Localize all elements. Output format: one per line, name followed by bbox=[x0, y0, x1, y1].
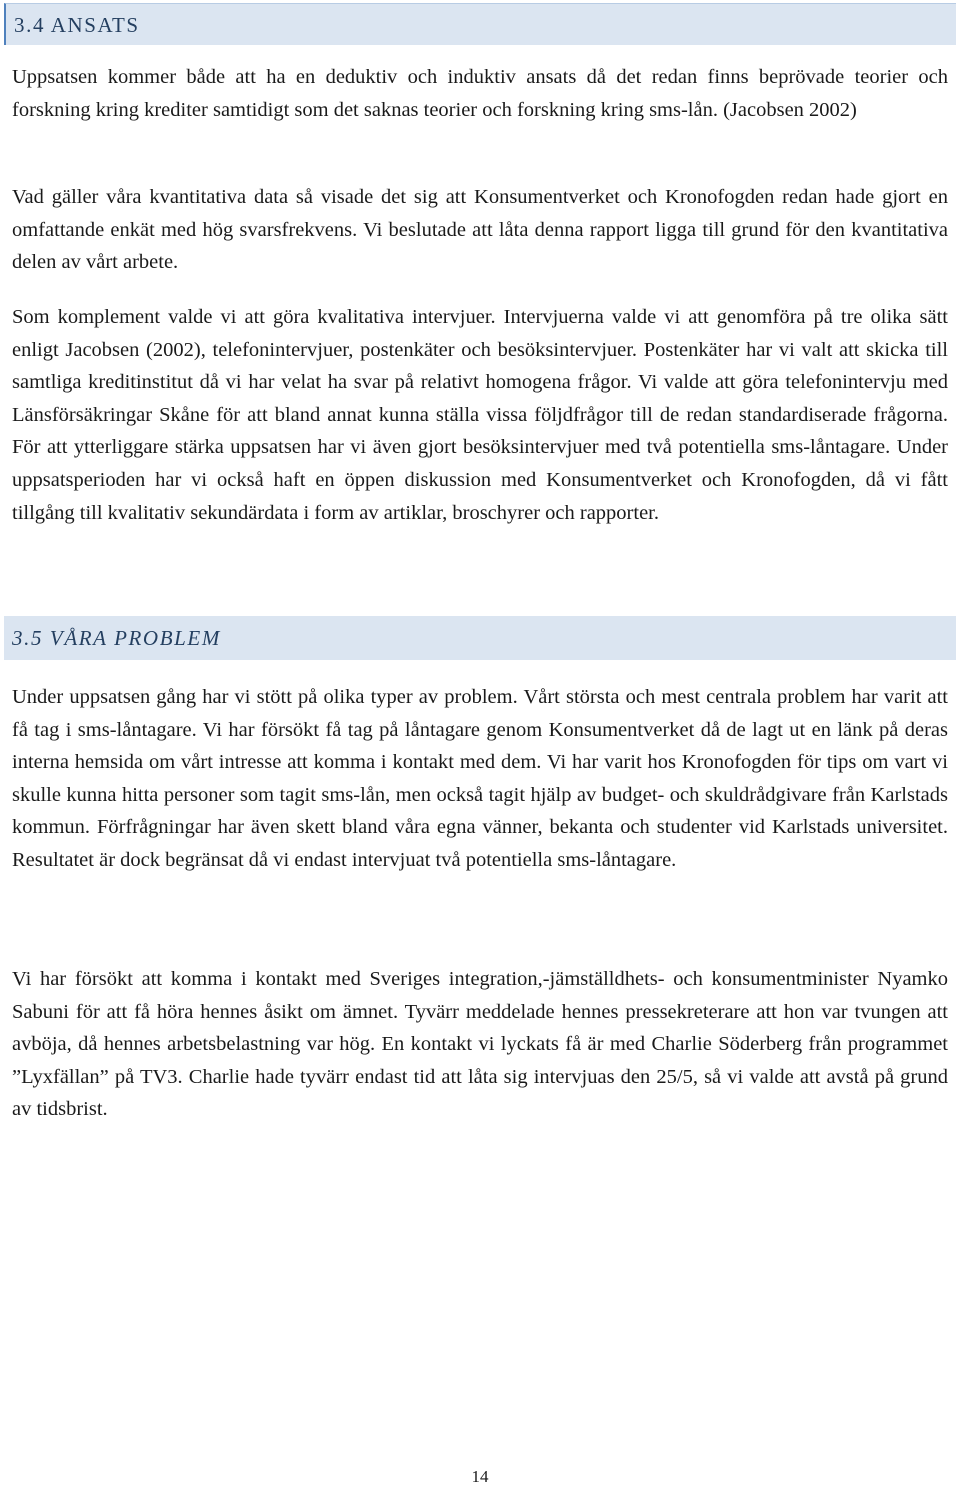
paragraph-problems: Under uppsatsen gång har vi stött på olika typer av problem. Vårt största och mest centrala problem har varit att få tag i sms-låntagare. Vi har försökt få tag på låntagare genom Konsumentverket då de lagt ut en länk på deras interna hemsida om vårt intresse att komma i kontakt med dem. Vi har varit hos Kronofogden för tips om vart vi skulle kunna hitta personer som tagit sms-lån, men också tagit hjälp av budget- och skuldrådgivare från Karlstads kommun. Förfrågningar har även skett bland våra egna vänner, bekanta och studenter vid Karlstads universitet. Resultatet är dock begränsat då vi endast intervjuat två potentiella sms-låntagare. bbox=[12, 686, 948, 871]
section-heading-vara-problem: 3.5 VÅRA PROBLEM bbox=[12, 626, 221, 650]
section-heading-ansats: 3.4 ANSATS bbox=[14, 13, 140, 37]
paragraph-ansats-intro: Uppsatsen kommer både att ha en deduktiv och induktiv ansats då det redan finns beprövade teorier och forskning kring krediter samtidigt som det saknas teorier och forskning kring sms-lån. (Jacobsen 2002) bbox=[12, 66, 948, 121]
paragraph-quantitative-data: Vad gäller våra kvantitativa data så visade det sig att Konsumentverket och Kronofogden redan hade gjort en omfattande enkät med hög svarsfrekvens. Vi beslutade att låta denna rapport ligga till grund för den kvantitativa delen av vårt arbete. bbox=[12, 186, 948, 274]
page-number: 14 bbox=[471, 1467, 489, 1486]
paragraph-qualitative-interviews: Som komplement valde vi att göra kvalitativa intervjuer. Intervjuerna valde vi att genomföra på tre olika sätt enligt Jacobsen (2002), telefonintervjuer, postenkäter och besöksintervjuer. Postenkäter har vi valt att skicka till samtliga kreditinstitut då vi har velat ha svar på relativt homogena frågor. Vi valde att göra telefonintervju med Länsförsäkringar Skåne för att bland annat kunna ställa vissa följdfrågor till de redan standardiserade frågorna. För att ytterliggare stärka uppsatsen har vi även gjort besöksintervjuer med två potentiella sms-låntagare. Under uppsatsperioden har vi också haft en öppen diskussion med Konsumentverket och Kronofogden, då vi fått tillgång till kvalitativ sekundärdata i form av artiklar, broschyrer och rapporter. bbox=[12, 306, 948, 524]
paragraph-contacts: Vi har försökt att komma i kontakt med Sveriges integration,-jämställdhets- och konsumentminister Nyamko Sabuni för att få höra hennes åsikt om ämnet. Tyvärr meddelade hennes pressekreterare att hon var tvungen att avböja, då hennes arbetsbelastning var hög. En kontakt vi lyckats få är med Charlie Söderberg från programmet ”Lyxfällan” på TV3. Charlie hade tyvärr endast tid att låta sig intervjuas den 25/5, så vi valde att avstå på grund av tidsbrist. bbox=[12, 968, 948, 1121]
section-heading-bar bbox=[4, 3, 956, 45]
section-heading-bar bbox=[4, 616, 956, 660]
